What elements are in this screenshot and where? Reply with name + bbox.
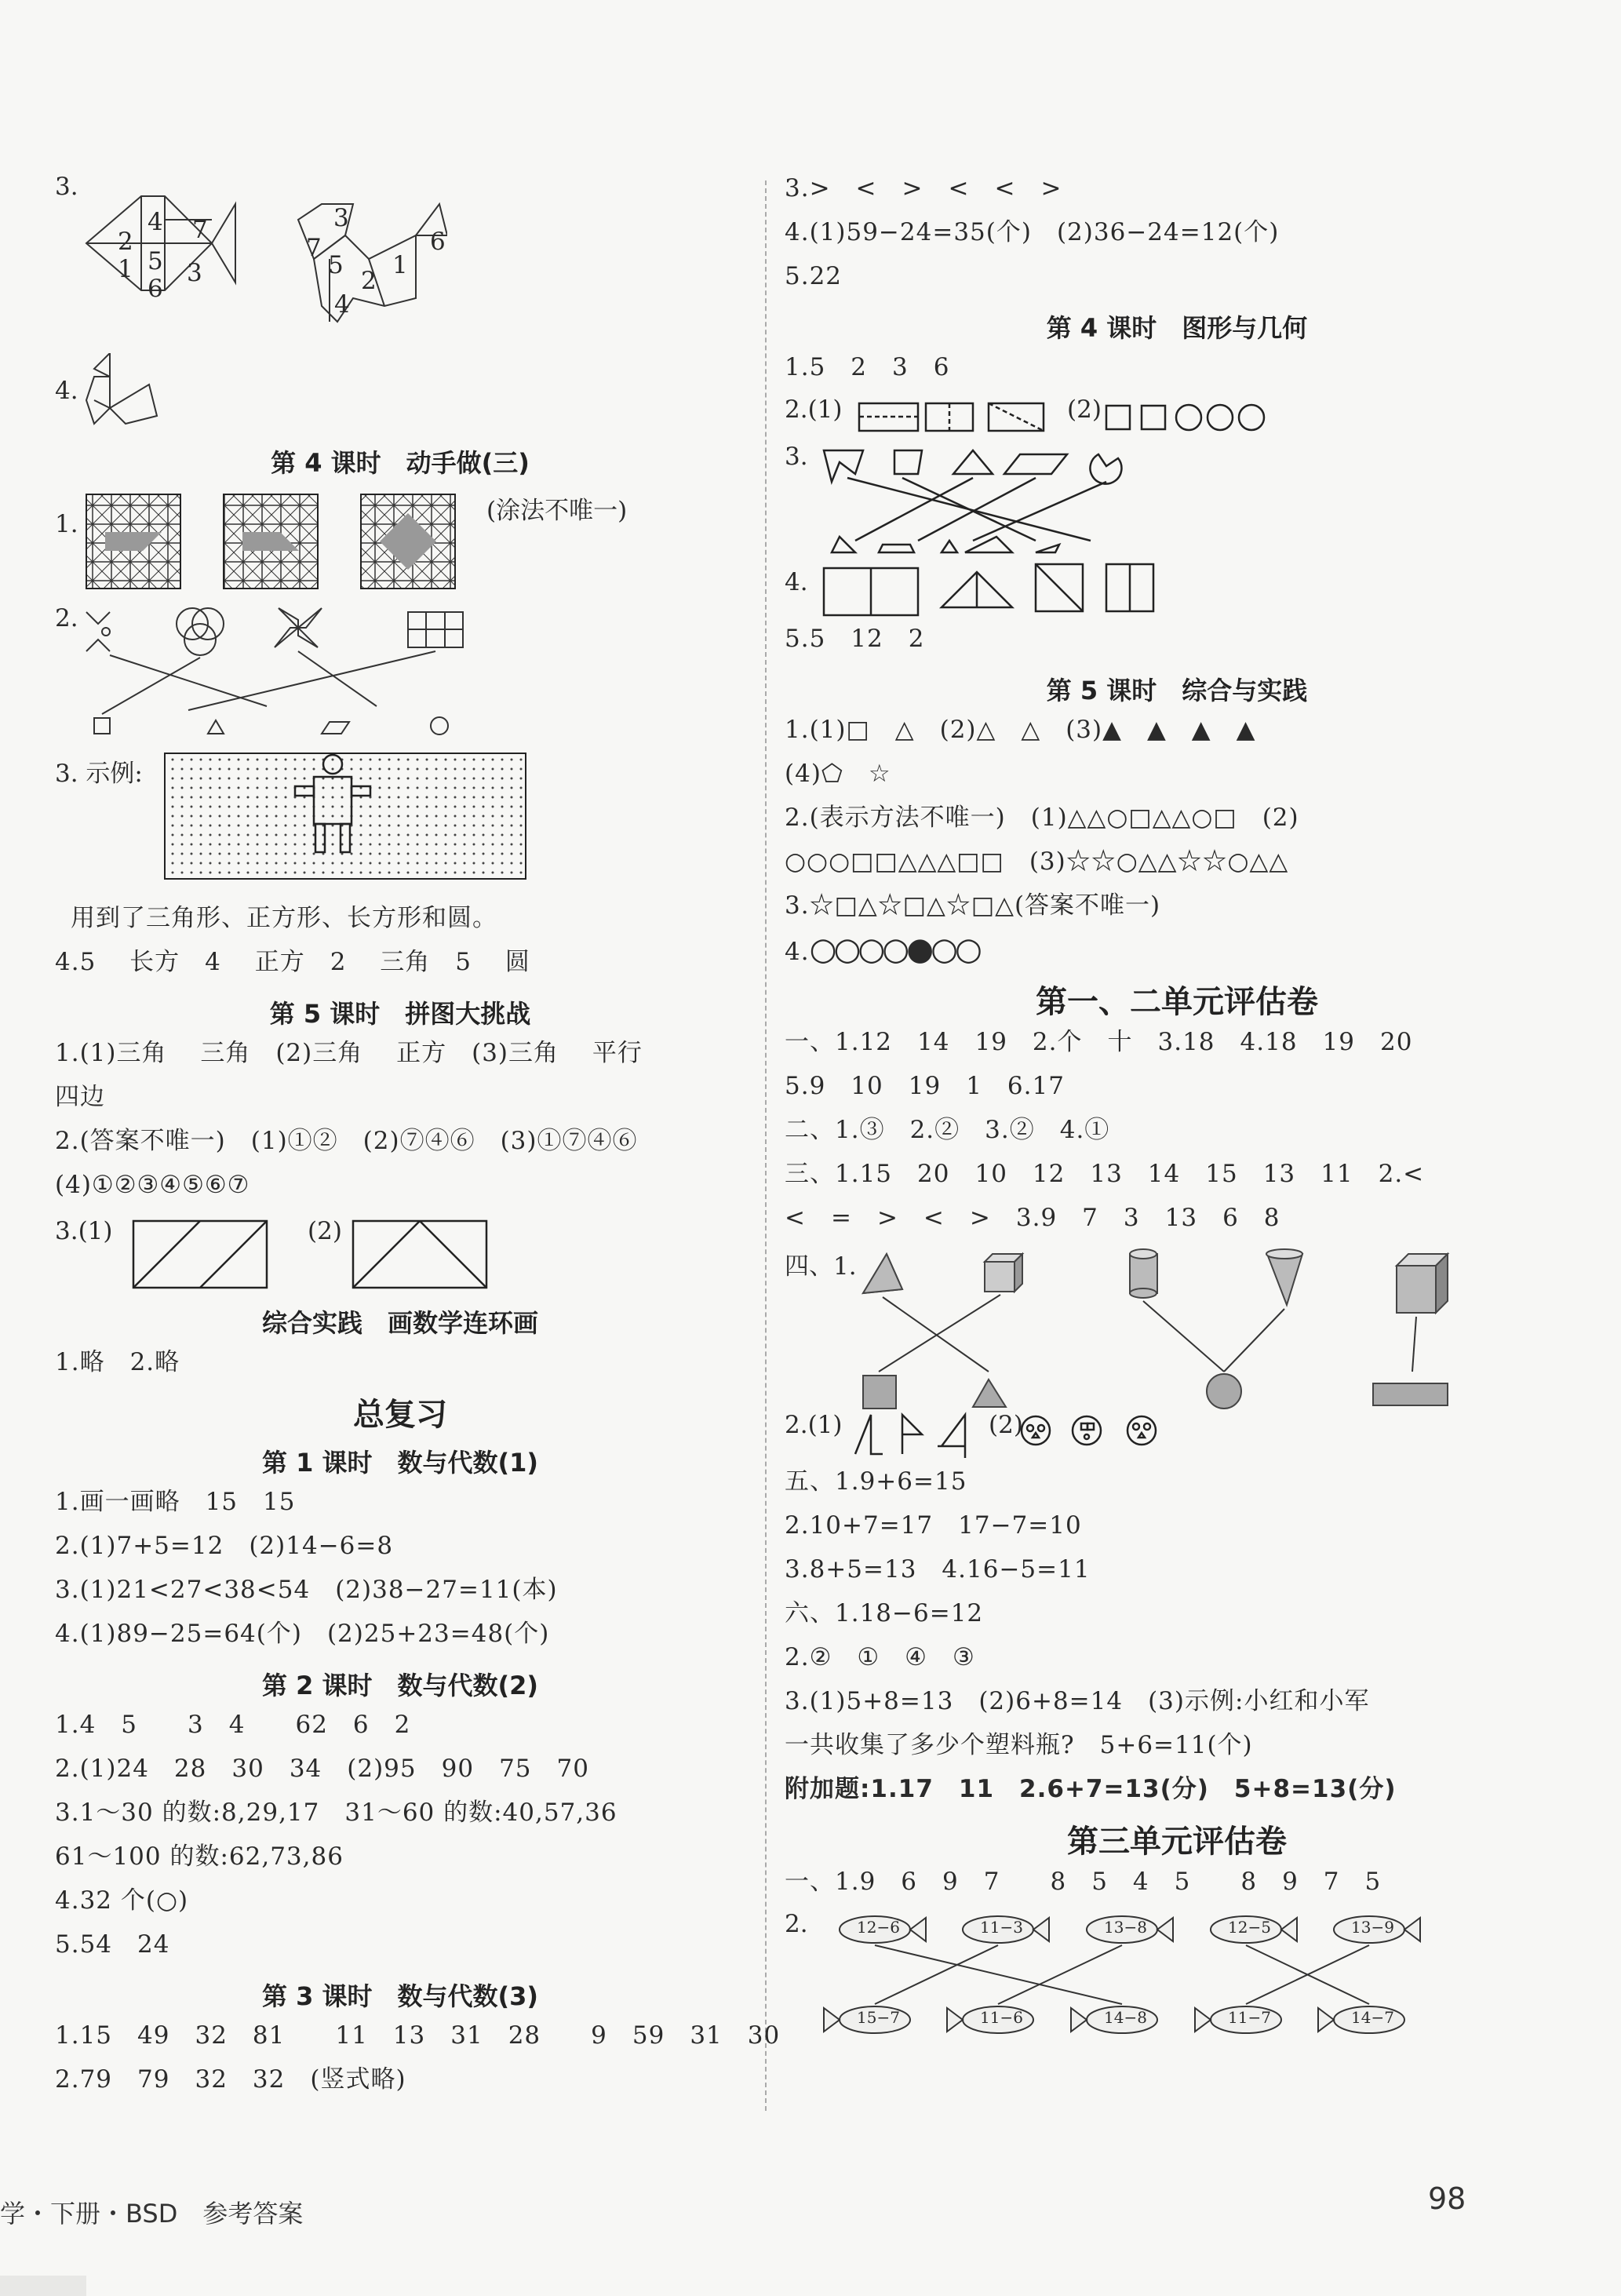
l4-q3-dotgrid: [55, 745, 745, 902]
q3-label: 3.: [55, 173, 78, 201]
section-title: 第 5 课时 拼图大挑战: [269, 999, 531, 1029]
e4-label: 四、1.: [785, 1252, 857, 1281]
u3-q2-fish-matching: [785, 1910, 1569, 2043]
section-title: 第 4 课时 图形与几何: [1046, 313, 1308, 343]
e42-label-2: (2): [989, 1411, 1023, 1439]
solids-svg: [785, 1246, 1491, 1411]
answer-line: 四边: [55, 1083, 105, 1111]
split-rectangles-svg: [55, 1213, 698, 1299]
answer-line: 4.32 个(○): [55, 1886, 189, 1915]
tangram-figures-q3: [55, 173, 745, 353]
e42-shapes-svg: [785, 1411, 1491, 1466]
answer-line: 2.(1)24 28 30 34 (2)95 90 75 70: [55, 1755, 589, 1783]
answer-line: 2.② ① ④ ③: [785, 1643, 975, 1671]
fish-num: 1: [118, 255, 133, 283]
answer-line: 5.9 10 19 1 6.17: [785, 1072, 1065, 1100]
section-title: 第 4 课时 动手做(三): [271, 448, 530, 478]
answer-line: 1.5 2 3 6: [785, 353, 950, 381]
fish-num: 2: [118, 228, 133, 256]
g2-label: 2.(1): [785, 395, 843, 424]
answer-line: 2.(表示方法不唯一) (1)△△○□△△○□ (2): [785, 804, 1299, 832]
l4-q1-grids: [55, 487, 745, 596]
section-title: 第 2 课时 数与代数(2): [261, 1671, 539, 1700]
footer-title: 学・下册・BSD 参考答案: [0, 2199, 304, 2229]
fish-expression: 11−7: [1228, 2008, 1271, 2027]
fish-expression: 14−8: [1104, 2008, 1147, 2027]
answer-line: 1.(1)□ △ (2)△ △ (3)▲ ▲ ▲ ▲: [785, 716, 1256, 744]
answer-line: 1.4 5 3 4 62 6 2: [55, 1711, 411, 1739]
answer-line: 3.(1)21<27<38<54 (2)38−27=11(本): [55, 1576, 558, 1604]
chapter-title: 第一、二单元评估卷: [1036, 984, 1318, 1020]
answer-line: 2.10+7=17 17−7=10: [785, 1511, 1082, 1540]
answer-line: 附加题:1.17 11 2.6+7=13(分) 5+8=13(分): [785, 1775, 1397, 1803]
answer-line: 2.(答案不唯一) (1)①② (2)⑦④⑥ (3)①⑦④⑥: [55, 1127, 638, 1155]
fish-num: 6: [148, 275, 163, 303]
g3-label: 3.: [785, 443, 808, 471]
e42-figures: [785, 1411, 1569, 1466]
e42-label: 2.(1): [785, 1411, 843, 1439]
answer-line: 2.(1)7+5=12 (2)14−6=8: [55, 1532, 394, 1560]
dog-num: 4: [334, 290, 350, 319]
answer-line: ○○○□□△△△□□ (3)☆☆○△△☆☆○△△: [785, 847, 1289, 876]
e4-solids-matching: [785, 1246, 1569, 1411]
column-divider: [765, 180, 767, 2111]
fish-expression: 13−9: [1351, 1918, 1394, 1937]
g4-shapes-svg: [785, 560, 1491, 623]
answer-line: 一共收集了多少个塑料瓶? 5+6=11(个): [785, 1731, 1253, 1759]
section-title: 综合实践 画数学连环画: [261, 1308, 538, 1338]
answer-line: 4.(1)59−24=35(个) (2)36−24=12(个): [785, 218, 1280, 246]
answer-line: 3.8+5=13 4.16−5=11: [785, 1555, 1091, 1584]
answer-line: 61～100 的数:62,73,86: [55, 1842, 344, 1871]
g4-figures: [785, 560, 1569, 623]
fish-expression: 14−7: [1351, 2008, 1394, 2027]
answer-line: 三、1.15 20 10 12 13 14 15 13 11 2.<: [785, 1160, 1425, 1188]
dog-num: 3: [333, 204, 349, 232]
g2-figures: [785, 395, 1569, 443]
q4-label: 4.: [55, 377, 78, 405]
tangram-fish-dog-svg: [55, 173, 447, 353]
answer-line: 4.5 长方 4 正方 2 三角 5 圆: [55, 948, 530, 976]
l4-q2-matching: [55, 596, 745, 745]
l5-q3-figures: [55, 1213, 745, 1299]
fish-num: 5: [148, 247, 163, 275]
q3-label-2: (2): [308, 1217, 342, 1245]
q3-example-label: 3. 示例:: [55, 760, 143, 788]
g2-label-2: (2): [1067, 395, 1102, 424]
answer-line: 一、1.9 6 9 7 8 5 4 5 8 9 7 5: [785, 1868, 1382, 1896]
dog-num: 6: [430, 228, 446, 256]
answer-line: 2.79 79 32 32 (竖式略): [55, 2065, 406, 2094]
tangram-bird-svg: [55, 353, 212, 439]
q3-label: 3.(1): [55, 1217, 113, 1245]
answer-line: (4)①②③④⑤⑥⑦: [55, 1171, 250, 1199]
fish-expression: 11−6: [980, 2008, 1023, 2027]
answer-line: 3.> < > < < >: [785, 174, 1062, 202]
answer-line: 3.1～30 的数:8,29,17 31～60 的数:40,57,36: [55, 1799, 617, 1827]
right-column: [785, 173, 1569, 2043]
fish-num: 3: [187, 259, 202, 287]
answer-line: 1.(1)三角 三角 (2)三角 正方 (3)三角 平行: [55, 1039, 643, 1067]
answer-line: 1.略 2.略: [55, 1348, 180, 1376]
left-column: [55, 173, 781, 2108]
g2-shapes-svg: [785, 395, 1491, 443]
answer-line: 1.画一画略 15 15: [55, 1488, 296, 1516]
fish-expression: 12−6: [857, 1918, 900, 1937]
g4-label: 4.: [785, 568, 808, 596]
answer-line: [785, 931, 1569, 978]
answer-line: (4)⬠ ☆: [785, 760, 891, 788]
answer-line: 六、1.18−6=12: [785, 1599, 984, 1627]
answer-line: 二、1.③ 2.② 3.② 4.①: [785, 1116, 1110, 1144]
q2-label: 2.: [55, 604, 78, 632]
answer-line: 1.15 49 32 81 11 13 31 28 9 59 31 30: [55, 2021, 781, 2050]
section-title: 第 1 课时 数与代数(1): [261, 1448, 539, 1478]
answer-line: 五、1.9+6=15: [785, 1467, 967, 1496]
fish-expression: 15−7: [857, 2008, 900, 2027]
matching-figure-svg: [55, 596, 698, 745]
page-number: 98: [1428, 2181, 1466, 2216]
section-title: 第 3 课时 数与代数(3): [261, 1981, 539, 2011]
chapter-title: 总复习: [353, 1397, 447, 1433]
g3-shapes-svg: [785, 443, 1491, 560]
q1-note: (涂法不唯一): [486, 497, 628, 525]
answer-line: < = > < > 3.9 7 3 13 6 8: [785, 1204, 1280, 1232]
chapter-title: 第三单元评估卷: [1067, 1824, 1287, 1860]
answer-line: 5.22: [785, 262, 843, 290]
answer-line: 一、1.12 14 19 2.个 十 3.18 4.18 19 20: [785, 1028, 1413, 1056]
tangram-figure-q4: [55, 353, 745, 439]
bottom-strip: [0, 2276, 86, 2296]
answer-line: 3.(1)5+8=13 (2)6+8=14 (3)示例:小红和小军: [785, 1687, 1370, 1715]
fish-expression: 12−5: [1228, 1918, 1271, 1937]
fish-expression: 13−8: [1104, 1918, 1147, 1937]
dog-num: 1: [392, 251, 408, 279]
u3-q2-label: 2.: [785, 1910, 808, 1938]
dot-grid-svg: [55, 745, 698, 902]
answer-line: 5.54 24: [55, 1930, 170, 1959]
section-title: 第 5 课时 综合与实践: [1046, 676, 1308, 705]
fish-num: 4: [148, 208, 163, 236]
fish-num: 7: [192, 216, 208, 244]
answer-line: 3.☆□△☆□△☆□△(答案不唯一): [785, 891, 1161, 920]
dog-num: 5: [328, 251, 344, 279]
answer-line: 用到了三角形、正方形、长方形和圆。: [71, 904, 497, 932]
g3-matching: [785, 443, 1569, 560]
dog-num: 7: [306, 234, 322, 262]
answer-line: 4.(1)89−25=64(个) (2)25+23=48(个): [55, 1620, 550, 1648]
s4-label: 4.: [785, 938, 810, 966]
fish-expression: 11−3: [980, 1918, 1023, 1937]
bead-row: ○○○○●○○: [809, 931, 979, 968]
answer-line: 5.5 12 2: [785, 625, 925, 653]
q1-label: 1.: [55, 510, 78, 538]
dog-num: 2: [361, 267, 377, 295]
